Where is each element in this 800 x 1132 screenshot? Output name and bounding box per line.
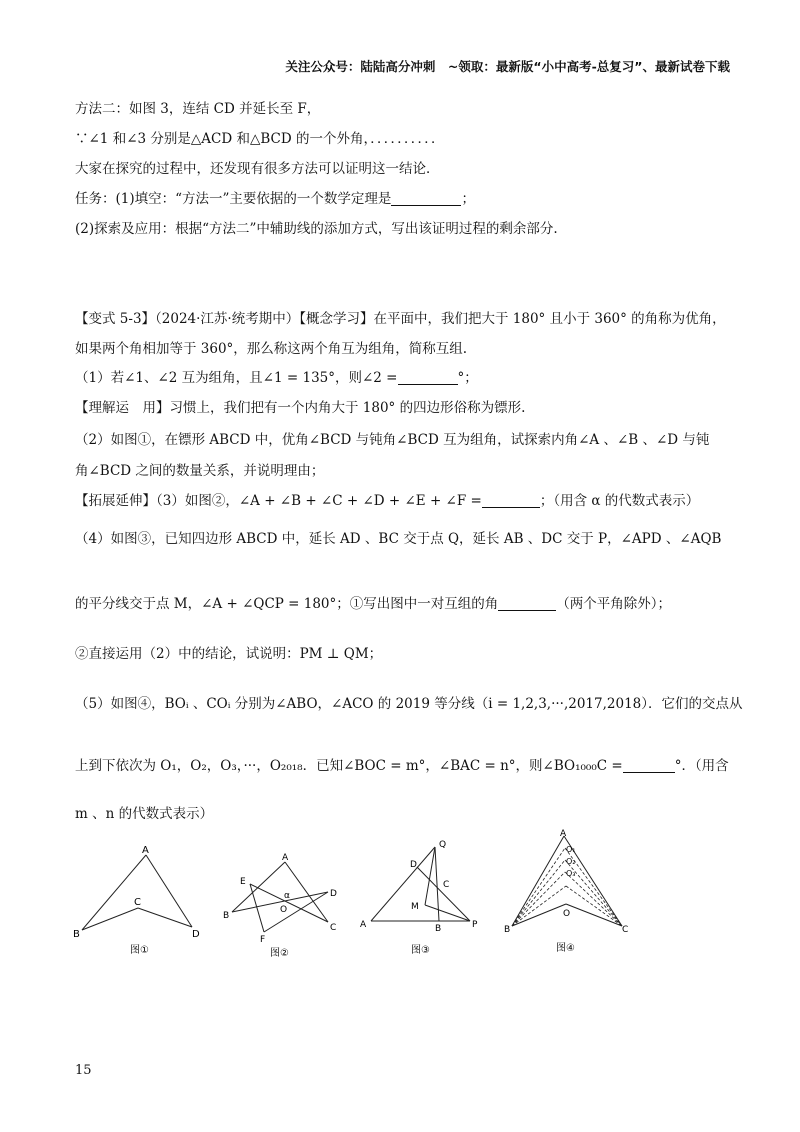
trisector-c [566,886,622,926]
question-4-text: 的平分线交于点 M，∠A + ∠QCP = 180°；①写出图中一对互组的角 [75,596,499,612]
label-o: O [280,905,288,915]
edge-aq [371,847,435,921]
edge-cd [138,908,192,927]
figure-caption: 图② [270,948,289,959]
label-o2: O₂ [566,857,576,866]
edge [264,892,328,932]
text-line: (2)探索及应用：根据“方法二”中辅助线的添加方式，写出该证明过程的剩余部分. [75,221,558,237]
label-b: B [504,925,511,935]
text-line: 大家在探究的过程中，还发现有很多方法可以证明这一结论． [75,161,440,177]
label-b: B [73,929,80,940]
label-alpha: α [284,891,290,901]
answer-blank [498,596,556,611]
label-o1: O₁ [566,845,576,854]
label-d: D [192,929,200,940]
bisector-pm [425,905,470,921]
question-4-end: （两个平角除外）； [556,596,672,612]
edge-bo [512,904,566,926]
question-5-end: °．（用含 [674,758,729,774]
label-e: E [240,877,246,887]
answer-blank [482,493,540,508]
text-line: （2）如图①，在镖形 ABCD 中，优角∠BCD 与钝角∠BCD 互为组角，试探索内角∠A 、∠B 、∠D 与钝 [75,432,710,448]
text-line: ∵∠1 和∠3 分别是△ACD 和△BCD 的一个外角，．．．．．．．．．． [75,131,445,147]
question-3-end: ；（用含 α 的代数式表示） [539,493,700,509]
text-line: ②直接运用（2）中的结论，试说明：PM ⊥ QM； [75,646,383,662]
text-line: （4）如图③，已知四边形 ABCD 中，延长 AD 、BC 交于点 Q，延长 AB 、DC 交于 P，∠APD 、∠AQB [75,531,722,547]
figure-3 [355,835,495,960]
trisector-b [512,886,566,926]
figure-caption: 图① [130,945,149,956]
task-1-text: 任务：(1)填空：“方法一”主要依据的一个数学定理是 [75,191,392,207]
label-a: A [142,845,149,856]
figure-caption: 图③ [411,945,430,956]
label-o: O [563,909,571,919]
edge [285,862,328,922]
label-a: A [282,853,289,863]
text-line: m 、n 的代数式表示） [75,806,214,822]
figure-1 [68,840,218,960]
edge-ab [82,855,146,930]
text-line: 角∠BCD 之间的数量关系，并说明理由； [75,463,325,479]
edge-ad [146,855,192,927]
figure-2 [220,850,350,960]
label-o3: O₃ [566,869,576,878]
label-p: P [472,920,478,930]
answer-blank [398,370,458,385]
task-1-end: ； [461,191,475,207]
question-1-line [75,369,478,387]
question-4-line [75,595,671,613]
edge-ab [512,836,564,926]
page-header: 关注公众号：陆陆高分冲刺 ~领取：最新版“小中高考-总复习”、最新试卷下载 [285,59,730,74]
label-a: A [360,920,367,930]
problem-title-line: 【变式 5-3】（2024·江苏·统考期中）【概念学习】在平面中，我们把大于 180° 且小于 360° 的角称为优角， [75,311,726,327]
answer-blank [623,758,675,773]
label-a: A [560,829,567,839]
label-d: D [330,889,337,899]
text-line: 如果两个角相加等于 360°，那么称这两个角互为组角，简称互组. [75,341,468,357]
label-c: C [330,923,337,933]
page-number: 15 [75,1063,92,1078]
task-1-line [75,190,475,208]
answer-blank [391,191,461,206]
edge-dp [417,867,470,921]
figure-caption: 图④ [556,943,575,954]
label-d: D [410,860,417,870]
trisector-c [565,872,622,926]
figure-4 [500,828,640,958]
question-1-end: °； [457,370,478,386]
question-3-text: 【拓展延伸】（3）如图②，∠A + ∠B + ∠C + ∠D + ∠E + ∠F = [75,493,482,509]
label-f: F [260,935,266,945]
label-m: M [411,902,419,912]
trisector-b [512,848,565,926]
question-5-line [75,757,729,775]
label-b: B [435,924,442,934]
label-c: C [443,880,450,890]
text-line: 【理解运 用】习惯上，我们把有一个内角大于 180° 的四边形俗称为镖形. [75,400,526,416]
label-q: Q [439,840,447,850]
text-line: 方法二：如图 3，连结 CD 并延长至 F， [75,101,321,117]
text-line: （5）如图④，BOᵢ 、COᵢ 分别为∠ABO，∠ACO 的 2019 等分线（i = 1,2,3,···,2017,2018）．它们的交点从 [75,696,743,712]
label-b: B [223,911,230,921]
edge [232,862,285,912]
label-c: C [134,897,141,908]
edge-bc [82,908,138,930]
question-5-text: 上到下依次为 O₁，O₂，O₃，···，O₂₀₁₈．已知∠BOC = m°，∠BAC = n°，则∠BO₁₀₀₀C = [75,758,623,774]
question-1-text: （1）若∠1、∠2 互为组角，且∠1 = 135°，则∠2 = [75,370,398,386]
label-c: C [622,925,629,935]
question-3-line [75,492,699,510]
